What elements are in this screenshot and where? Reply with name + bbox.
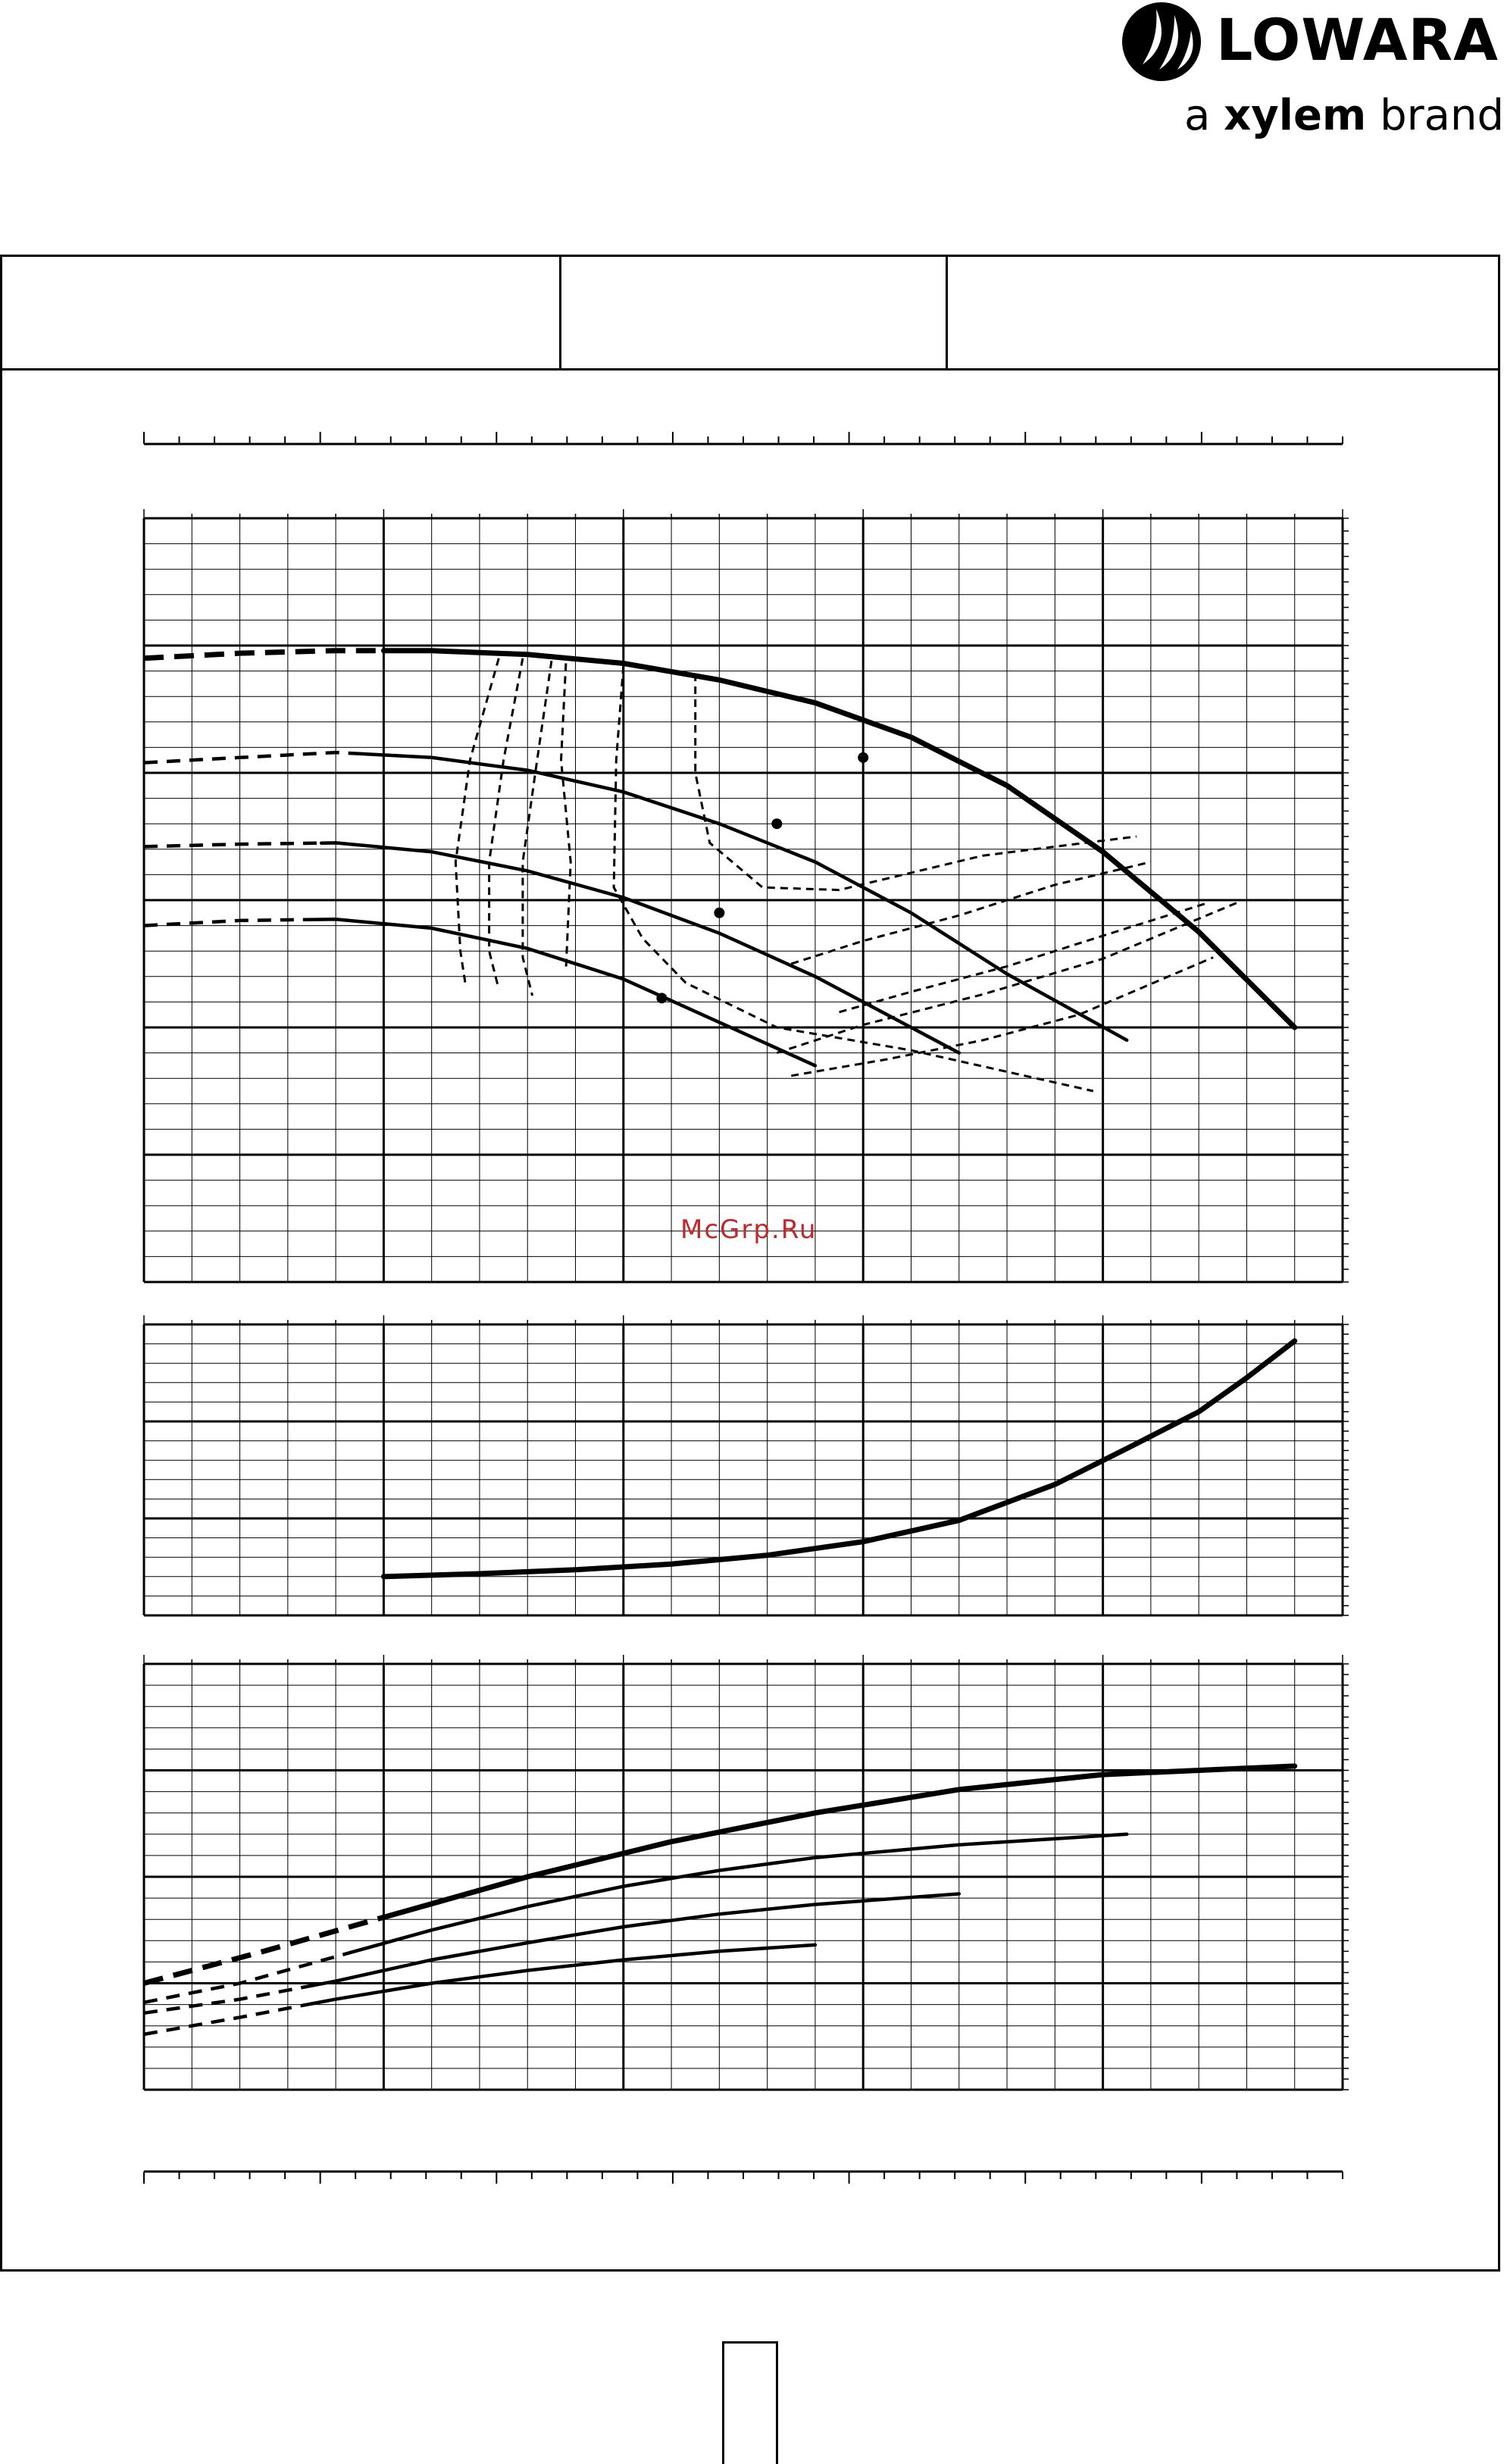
series-dashed-segment	[144, 920, 307, 926]
series-dashed-segment	[144, 752, 360, 763]
curve-marker-point	[656, 993, 667, 1003]
series-line	[312, 1945, 815, 2004]
series-line	[360, 754, 1127, 1040]
curve-marker-point	[858, 752, 868, 763]
curve-marker-point	[771, 818, 782, 829]
power-chart	[144, 1655, 1349, 2090]
page-number-box	[722, 2341, 778, 2464]
bottom-scale-ruler	[144, 2172, 1343, 2184]
series-line	[383, 651, 1294, 1027]
npsh-chart	[144, 1315, 1349, 1615]
series-line	[383, 1341, 1294, 1577]
watermark-text: McGrp.Ru	[680, 1215, 818, 1245]
brand-name: LOWARA	[1216, 6, 1499, 73]
iso-efficiency-line	[840, 902, 1209, 1012]
series-dashed-segment	[144, 843, 321, 847]
iso-efficiency-line	[791, 958, 1213, 1076]
iso-efficiency-line	[561, 664, 571, 971]
tagline-bold: xylem	[1224, 91, 1367, 140]
series-dashed-segment	[144, 1917, 383, 1983]
curve-marker-point	[714, 908, 724, 918]
head-chart	[144, 509, 1349, 1282]
series-dashed-segment	[144, 651, 383, 658]
iso-efficiency-line	[696, 674, 1137, 890]
iso-efficiency-line	[523, 661, 552, 996]
tagline-suffix: brand	[1366, 91, 1504, 140]
series-line	[383, 1766, 1294, 1918]
tagline-prefix: a	[1184, 91, 1224, 140]
top-scale-ruler	[144, 432, 1343, 444]
